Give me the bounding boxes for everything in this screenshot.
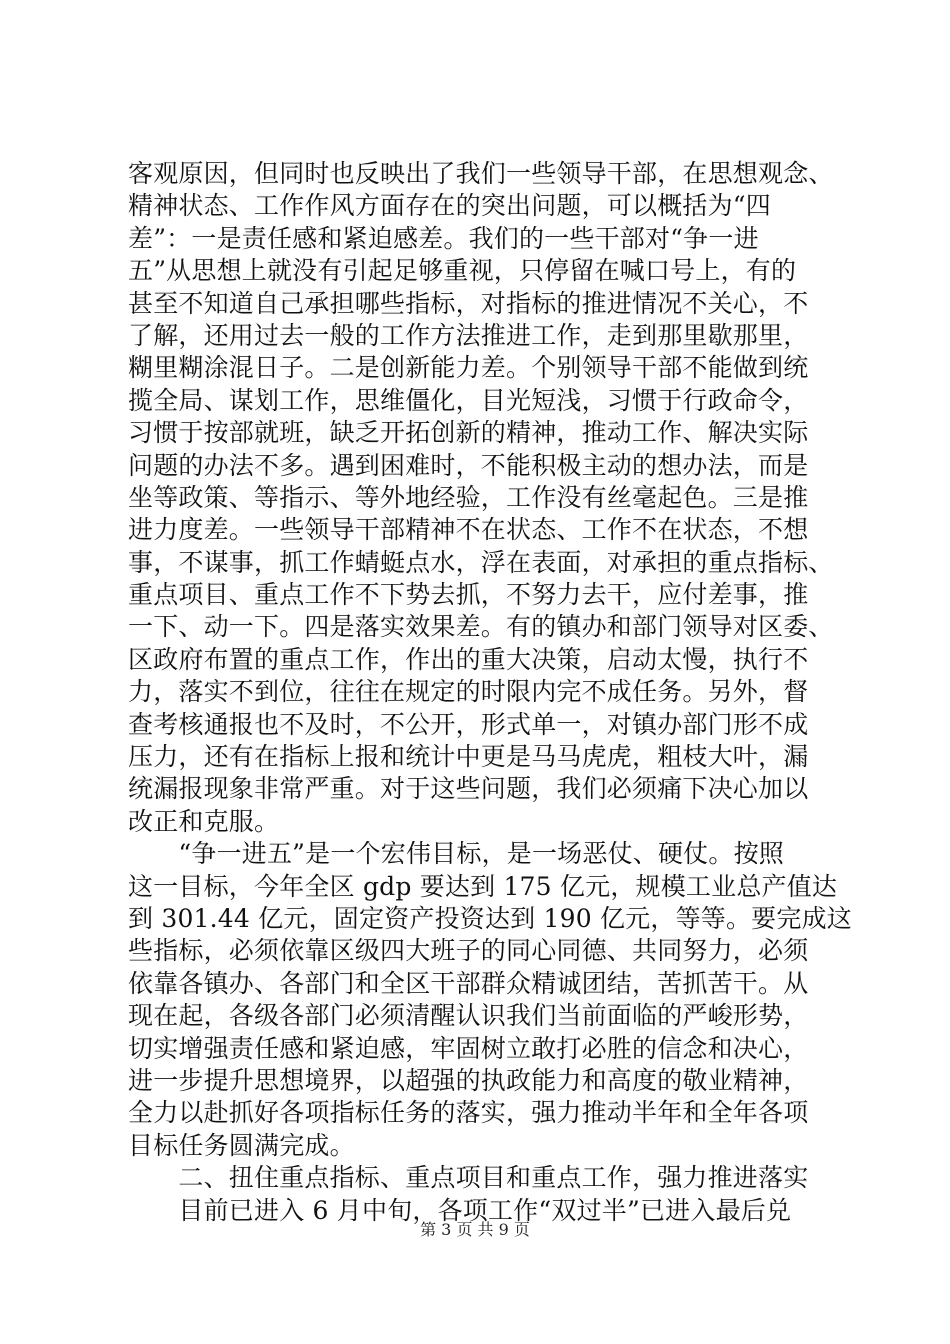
text-line: 揽全局、谋划工作，思维僵化，目光短浅，习惯于行政命令， (128, 385, 809, 415)
text-line: 糊里糊涂混日子。二是创新能力差。个别领导干部不能做到统 (128, 353, 809, 383)
text-line: 全力以赴抓好各项指标任务的落实，强力推动半年和全年各项 (128, 1098, 809, 1128)
text-line: 一下、动一下。四是落实效果差。有的镇办和部门领导对区委、 (128, 612, 834, 642)
text-line: 改正和克服。 (128, 806, 280, 836)
text-line: 差”：一是责任感和紧迫感差。我们的一些干部对“争一进 (128, 223, 759, 253)
text-line: 精神状态、工作作风方面存在的突出问题，可以概括为“四 (128, 191, 771, 221)
text-line: 这一目标，今年全区 gdp 要达到 175 亿元，规模工业总产值达 (128, 871, 838, 901)
text-line: 切实增强责任感和紧迫感，牢固树立敢打必胜的信念和决心， (128, 1033, 809, 1063)
text-line: 依靠各镇办、各部门和全区干部群众精诚团结，苦抓苦干。从 (128, 968, 809, 998)
text-line: 目前已进入 6 月中旬，各项工作“双过半”已进入最后兑 (128, 1195, 792, 1225)
text-line: 进力度差。一些领导干部精神不在状态、工作不在状态，不想 (128, 515, 809, 545)
text-line: 区政府布置的重点工作，作出的重大决策，启动太慢，执行不 (128, 644, 809, 674)
text-line: 力，落实不到位，往往在规定的时限内完不成任务。另外，督 (128, 677, 809, 707)
text-line: 了解，还用过去一般的工作方法推进工作，走到那里歇那里， (128, 320, 809, 350)
text-line: 目标任务圆满完成。 (128, 1130, 355, 1160)
text-line: 现在起，各级各部门必须清醒认识我们当前面临的严峻形势， (128, 1001, 809, 1031)
text-line: 些指标，必须依靠区级四大班子的同心同德、共同努力，必须 (128, 936, 809, 966)
text-line: 甚至不知道自己承担哪些指标，对指标的推进情况不关心，不 (128, 288, 809, 318)
text-line: 客观原因，但同时也反映出了我们一些领导干部，在思想观念、 (128, 159, 834, 188)
page-number-label: 第 3 页 共 9 页 (420, 1220, 530, 1239)
text-line: 习惯于按部就班，缺乏开拓创新的精神，推动工作、解决实际 (128, 418, 809, 448)
text-line: “争一进五”是一个宏伟目标，是一场恶仗、硬仗。按照 (128, 839, 784, 869)
text-line: 到 301.44 亿元，固定资产投资达到 190 亿元，等等。要完成这 (128, 903, 852, 933)
text-line: 查考核通报也不及时，不公开，形式单一，对镇办部门形不成 (128, 709, 809, 739)
text-line: 重点项目、重点工作不下势去抓，不努力去干，应付差事，推 (128, 580, 809, 610)
text-line: 二、扭住重点指标、重点项目和重点工作，强力推进落实 (128, 1163, 809, 1193)
text-line: 压力，还有在指标上报和统计中更是马马虎虎，粗枝大叶，漏 (128, 742, 809, 772)
text-line: 进一步提升思想境界，以超强的执政能力和高度的敬业精神， (128, 1065, 809, 1095)
text-line: 事，不谋事，抓工作蜻蜓点水，浮在表面，对承担的重点指标、 (128, 547, 834, 577)
body-text (128, 158, 852, 1227)
text-line: 问题的办法不多。遇到困难时，不能积极主动的想办法，而是 (128, 450, 809, 480)
text-line: 五”从思想上就没有引起足够重视，只停留在喊口号上，有的 (128, 256, 797, 286)
page-footer (0, 1219, 950, 1241)
text-line: 统漏报现象非常严重。对于这些问题，我们必须痛下决心加以 (128, 774, 809, 804)
text-line: 坐等政策、等指示、等外地经验，工作没有丝毫起色。三是推 (128, 482, 809, 512)
